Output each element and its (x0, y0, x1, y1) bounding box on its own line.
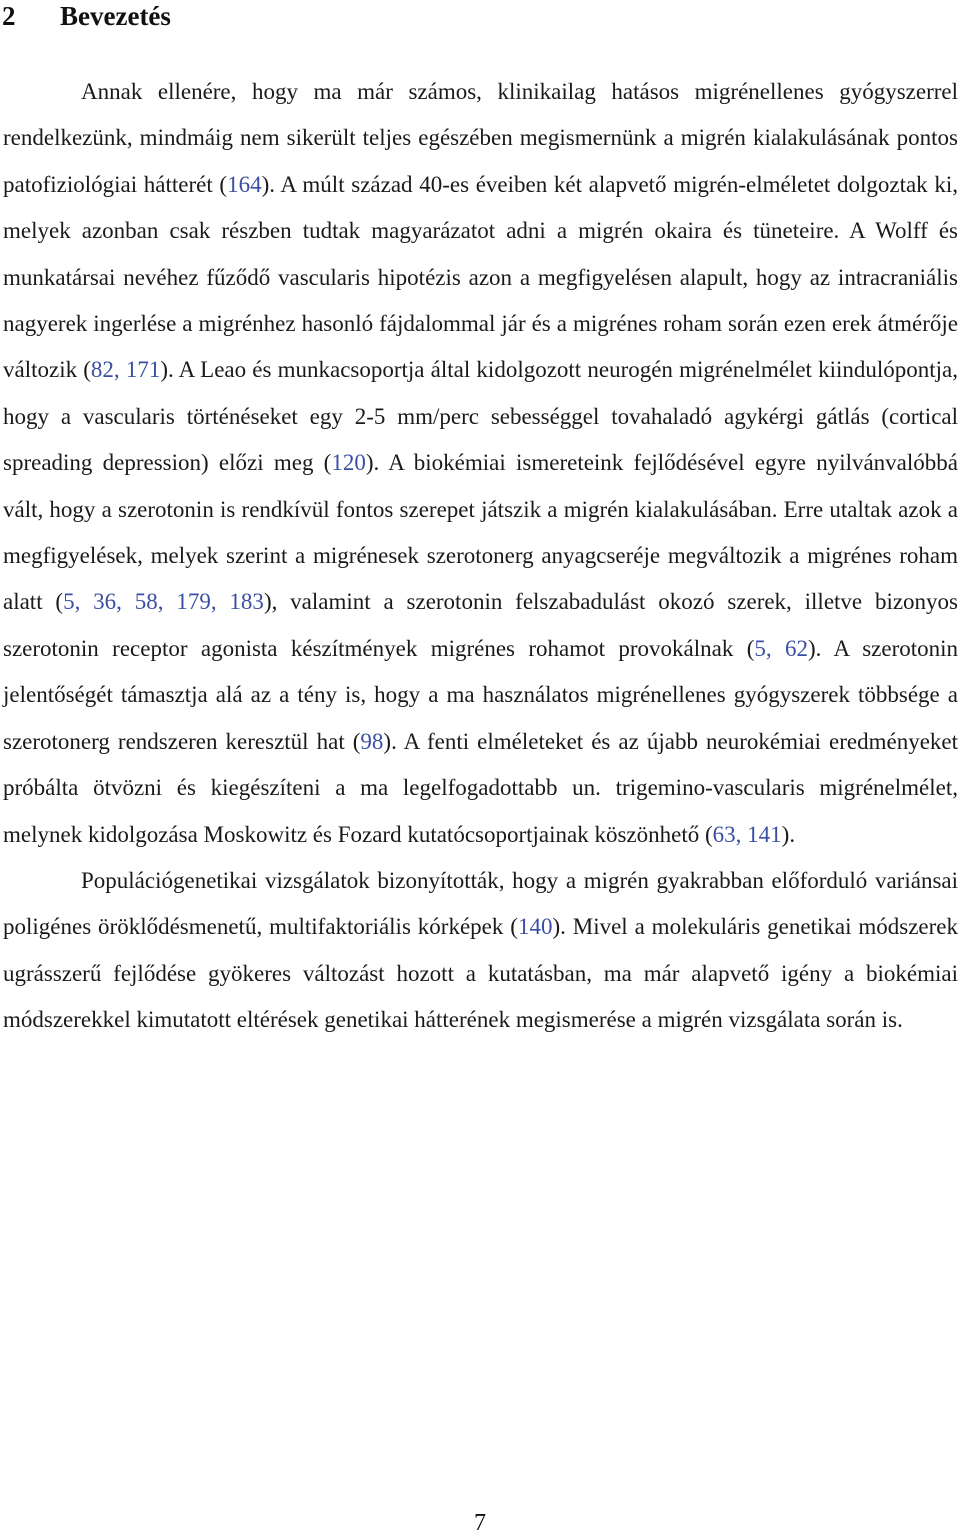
text-run: Populációgenetikai vizsgálatok bizonyították, hogy a migrén gyakrabban előforduló variánsai poligénes öröklődésmenetű, multifaktoriális kórképek ( (3, 867, 958, 940)
text-run: ). A Leao és munkacsoportja által kidolgozott neurogén migrénelmélet kiindulópontja, hogy a vascularis történéseket egy 2-5 mm/perc sebességgel tovahaladó agykérgi gátlás (cortical spreading depression) előzi meg ( (3, 357, 959, 476)
text-run: ). Mivel a molekuláris genetikai módszerek ugrásszerű fejlődése gyökeres változást hozott a kutatásban, ma már alapvető igény a biokémiai módszerekkel kimutatott eltérések genetikai hátterének megismerése a migrén vizsgálata során is. (3, 914, 958, 1033)
citation-reference: 5, 62 (754, 635, 808, 661)
paragraph (3, 69, 958, 858)
citation-reference: 82, 171 (90, 357, 161, 383)
body-text (3, 69, 958, 1044)
citation-reference: 98 (360, 728, 384, 754)
citation-reference: 63, 141 (712, 821, 782, 847)
section-number: 2 (2, 1, 16, 31)
paragraph (3, 858, 958, 1044)
text-run: ). (781, 821, 796, 847)
citation-reference: 164 (227, 171, 262, 197)
citation-reference: 120 (331, 450, 366, 476)
text-run: ). A fenti elméleteket és az újabb neurokémiai eredményeket próbálta ötvözni és kiegészíteni a ma legelfogadottabb un. trigemino-vascularis migrénelmélet, melynek kidolgozása Moskowitz és Fozard kutatócsoportjainak köszönhető ( (3, 728, 958, 847)
text-run: ), valamint a szerotonin felszabadulást okozó szerek, illetve bizonyos szerotonin receptor agonista készítmények migrénes rohamot provokálnak ( (3, 589, 959, 661)
text-run: ). A múlt század 40-es éveiben két alapvető migrén-elméletet dolgoztak ki, melyek azonban csak részben tudtak magyarázatot adni a migrén okaira és tüneteire. A Wolff és munkatársai nevéhez fűződő vascularis hipotézis azon a megfigyelésen alapult, hogy az intracraniális nagyerek ingerlése a migrénhez hasonló fájdalommal jár és a migrénes roham során ezen erek átmérője változik ( (3, 171, 958, 383)
page-number: 7 (474, 1510, 486, 1536)
citation-reference: 140 (517, 914, 553, 940)
section-title: Bevezetés (60, 1, 171, 31)
citation-reference: 5, 36, 58, 179, 183 (63, 589, 264, 615)
text-run: ). A szerotonin jelentőségét támasztja alá az a tény is, hogy a ma használatos migrénellenes gyógyszerek többsége a szerotonerg rendszeren keresztül hat ( (3, 635, 959, 754)
text-run: ). A biokémiai ismereteink fejlődésével egyre nyilvánvalóbbá vált, hogy a szerotonin is rendkívül fontos szerepet játszik a migrén kialakulásában. Erre utaltak azok a megfigyelések, melyek szerint a migrénesek szerotonerg anyagcseréje megváltozik a migrénes roham alatt ( (3, 450, 958, 615)
section-heading (2, 0, 171, 32)
text-run: Annak ellenére, hogy ma már számos, klinikailag hatásos migrénellenes gyógyszerrel rendelkezünk, mindmáig nem sikerült teljes egészében megismernünk a migrén kialakulásának pontos patofiziológiai hátterét ( (3, 79, 958, 197)
